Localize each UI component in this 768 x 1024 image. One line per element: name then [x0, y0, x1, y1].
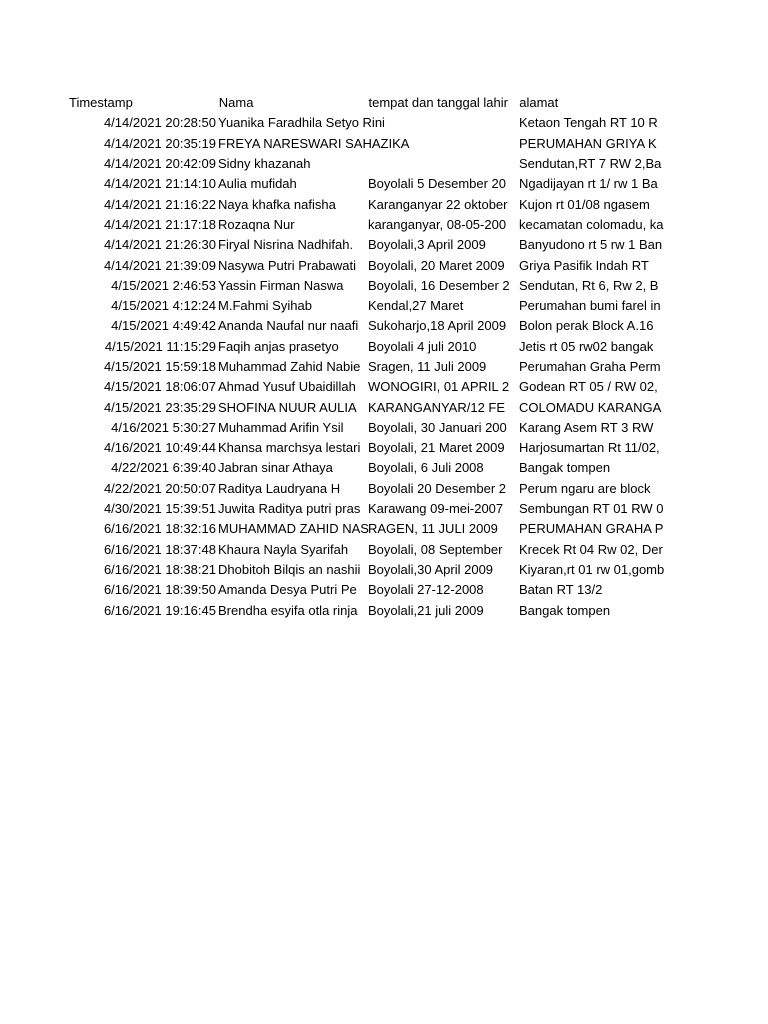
timestamp-cell: 4/16/2021 10:49:44: [103, 440, 216, 456]
nama-cell: Muhammad Zahid Nabie: [218, 359, 361, 374]
timestamp-cell: 4/22/2021 6:39:40: [111, 460, 216, 476]
timestamp-cell: 4/15/2021 23:35:29: [103, 399, 216, 415]
table-row: [68, 113, 670, 133]
table-row: [68, 296, 670, 316]
tempat-tanggal-lahir-cell: Boyolali 20 Desember 2: [368, 480, 507, 496]
nama-cell: Raditya Laudryana H: [218, 480, 341, 496]
alamat-cell: Bangak tompen: [519, 602, 611, 618]
nama-cell: Ananda Naufal nur naafi: [218, 318, 359, 334]
nama-cell: SHOFINA NUUR AULIA: [218, 399, 357, 415]
tempat-tanggal-lahir-cell: Boyolali 5 Desember 20: [368, 176, 507, 192]
alamat-cell: Perum ngaru are block: [519, 480, 651, 496]
alamat-cell: kecamatan colomadu, ka: [519, 216, 664, 232]
alamat-cell: Batan RT 13/2: [519, 582, 603, 598]
timestamp-cell: 4/14/2021 20:42:09: [103, 156, 216, 172]
alamat-cell: Karang Asem RT 3 RW: [519, 419, 654, 435]
timestamp-cell: 6/16/2021 18:37:48: [103, 541, 216, 557]
nama-cell: Khaura Nayla Syarifah: [218, 541, 349, 557]
timestamp-cell: 4/14/2021 21:14:10: [103, 176, 216, 192]
timestamp-cell: 6/16/2021 19:16:45: [103, 602, 216, 618]
alamat-cell: Ketaon Tengah RT 10 R: [519, 115, 658, 131]
timestamp-cell: 4/30/2021 15:39:51: [103, 501, 216, 517]
nama-cell: Muhammad Arifin Ysil: [218, 419, 344, 435]
header-row: [68, 93, 670, 113]
alamat-cell: PERUMAHAN GRIYA K: [519, 135, 657, 151]
alamat-cell: Godean RT 05 / RW 02,: [519, 379, 658, 395]
timestamp-cell: 4/14/2021 20:28:50: [103, 115, 216, 131]
table-row: [68, 134, 670, 154]
timestamp-cell: 4/14/2021 21:26:30: [103, 237, 216, 253]
table-row: [68, 600, 670, 620]
tempat-tanggal-lahir-cell: Boyolali, 21 Maret 2009: [368, 440, 505, 456]
table-row: [68, 357, 670, 377]
nama-cell: Aulia mufidah: [218, 176, 297, 192]
nama-cell: Amanda Desya Putri Pe: [218, 582, 357, 598]
spreadsheet-table: [68, 93, 670, 621]
table-row: [68, 255, 670, 275]
header-timestamp: Timestamp: [69, 95, 133, 111]
alamat-cell: Sendutan,RT 7 RW 2,Ba: [519, 156, 662, 172]
nama-cell: Juwita Raditya putri pras: [218, 501, 361, 517]
tempat-tanggal-lahir-cell: Karawang 09-mei-2007: [368, 501, 504, 517]
alamat-cell: Harjosumartan Rt 11/02,: [519, 440, 660, 456]
alamat-cell: Kiyaran,rt 01 rw 01,gomb: [519, 561, 665, 577]
tempat-tanggal-lahir-cell: Boyolali, 30 Januari 200: [368, 419, 507, 435]
nama-cell: Rozaqna Nur: [218, 216, 295, 232]
alamat-cell: Perumahan bumi farel in: [519, 298, 661, 314]
tempat-tanggal-lahir-cell: RAGEN, 11 JULI 2009: [368, 521, 498, 537]
alamat-cell: Bangak tompen: [519, 460, 611, 476]
nama-cell: Ahmad Yusuf Ubaidillah: [218, 379, 356, 395]
timestamp-cell: 4/15/2021 2:46:53: [111, 277, 216, 293]
header-alamat: alamat: [519, 95, 559, 111]
alamat-cell: Bolon perak Block A.16: [519, 318, 654, 334]
tempat-tanggal-lahir-cell: Sukoharjo,18 April 2009: [368, 318, 507, 334]
tempat-tanggal-lahir-cell: Kendal,27 Maret: [368, 298, 464, 314]
table-row: [68, 215, 670, 235]
timestamp-cell: 4/15/2021 11:15:29: [104, 338, 216, 354]
table-row: [68, 154, 670, 174]
timestamp-cell: 4/14/2021 21:17:18: [103, 216, 216, 232]
timestamp-cell: 4/15/2021 15:59:18: [103, 359, 216, 374]
tempat-tanggal-lahir-cell: Boyolali, 6 Juli 2008: [368, 460, 484, 476]
table-row: [68, 337, 670, 357]
nama-cell: Dhobitoh Bilqis an nashii: [218, 561, 361, 577]
table-row: [68, 540, 670, 560]
table-row: [68, 519, 670, 539]
timestamp-cell: 6/16/2021 18:39:50: [103, 582, 216, 598]
table-row: [68, 377, 670, 397]
nama-cell: Nasywa Putri Prabawati: [218, 257, 356, 273]
alamat-cell: Perumahan Graha Perm: [519, 359, 661, 374]
tempat-tanggal-lahir-cell: Sragen, 11 Juli 2009: [368, 359, 487, 374]
alamat-cell: COLOMADU KARANGA: [519, 399, 662, 415]
table-row: [68, 194, 670, 214]
alamat-cell: Ngadijayan rt 1/ rw 1 Ba: [519, 176, 658, 192]
timestamp-cell: 4/16/2021 5:30:27: [111, 419, 216, 435]
tempat-tanggal-lahir-cell: Boyolali,30 April 2009: [368, 561, 494, 577]
table-row: [68, 235, 670, 255]
table-row: [68, 418, 670, 438]
tempat-tanggal-lahir-cell: KARANGANYAR/12 FE: [368, 399, 506, 415]
tempat-tanggal-lahir-cell: Boyolali, 08 September: [368, 541, 503, 557]
timestamp-cell: 4/22/2021 20:50:07: [103, 480, 216, 496]
nama-cell: FREYA NARESWARI SAHAZIKA: [218, 135, 410, 151]
timestamp-cell: 4/15/2021 4:49:42: [111, 318, 216, 334]
tempat-tanggal-lahir-cell: Boyolali 27-12-2008: [368, 582, 484, 598]
table-row: [68, 479, 670, 499]
alamat-cell: Sendutan, Rt 6, Rw 2, B: [519, 277, 659, 293]
tempat-tanggal-lahir-cell: Karanganyar 22 oktober: [368, 196, 508, 212]
nama-cell: Naya khafka nafisha: [218, 196, 336, 212]
nama-cell: Brendha esyifa otla rinja: [218, 602, 358, 618]
nama-cell: MUHAMMAD ZAHID NAS: [218, 521, 369, 537]
timestamp-cell: 6/16/2021 18:38:21: [103, 561, 216, 577]
tempat-tanggal-lahir-cell: Boyolali, 16 Desember 2: [368, 277, 510, 293]
header-nama: Nama: [218, 95, 254, 111]
table-row: [68, 276, 670, 296]
alamat-cell: Sembungan RT 01 RW 0: [519, 501, 664, 517]
header-tempat-tanggal-lahir: tempat dan tanggal lahir: [368, 95, 508, 111]
tempat-tanggal-lahir-cell: Boyolali,3 April 2009: [368, 237, 486, 253]
alamat-cell: Griya Pasifik Indah RT: [519, 257, 649, 273]
nama-cell: Jabran sinar Athaya: [218, 460, 333, 476]
table-body: [68, 113, 670, 620]
table-row: [68, 499, 670, 519]
table-row: [68, 174, 670, 194]
tempat-tanggal-lahir-cell: karanganyar, 08-05-200: [368, 216, 507, 232]
timestamp-cell: 6/16/2021 18:32:16: [103, 521, 216, 537]
table-row: [68, 560, 670, 580]
table-row: [68, 458, 670, 478]
nama-cell: Yuanika Faradhila Setyo Rini: [218, 115, 385, 131]
tempat-tanggal-lahir-cell: WONOGIRI, 01 APRIL 2: [368, 379, 510, 395]
table-row: [68, 397, 670, 417]
alamat-cell: PERUMAHAN GRAHA P: [519, 521, 664, 537]
alamat-cell: Banyudono rt 5 rw 1 Ban: [519, 237, 663, 253]
timestamp-cell: 4/14/2021 21:39:09: [103, 257, 216, 273]
tempat-tanggal-lahir-cell: Boyolali, 20 Maret 2009: [368, 257, 505, 273]
alamat-cell: Krecek Rt 04 Rw 02, Der: [519, 541, 663, 557]
alamat-cell: Jetis rt 05 rw02 bangak: [519, 338, 654, 354]
nama-cell: Khansa marchsya lestari: [218, 440, 361, 456]
tempat-tanggal-lahir-cell: Boyolali,21 juli 2009: [368, 602, 484, 618]
nama-cell: Sidny khazanah: [218, 156, 311, 172]
timestamp-cell: 4/14/2021 20:35:19: [103, 135, 216, 151]
table-row: [68, 580, 670, 600]
table-row: [68, 316, 670, 336]
tempat-tanggal-lahir-cell: Boyolali 4 juli 2010: [368, 338, 477, 354]
timestamp-cell: 4/14/2021 21:16:22: [103, 196, 216, 212]
nama-cell: Yassin Firman Naswa: [218, 277, 344, 293]
nama-cell: Firyal Nisrina Nadhifah.: [218, 237, 354, 253]
table-row: [68, 438, 670, 458]
timestamp-cell: 4/15/2021 18:06:07: [103, 379, 216, 395]
timestamp-cell: 4/15/2021 4:12:24: [111, 298, 216, 314]
nama-cell: M.Fahmi Syihab: [218, 298, 312, 314]
nama-cell: Faqih anjas prasetyo: [218, 338, 339, 354]
alamat-cell: Kujon rt 01/08 ngasem: [519, 196, 650, 212]
